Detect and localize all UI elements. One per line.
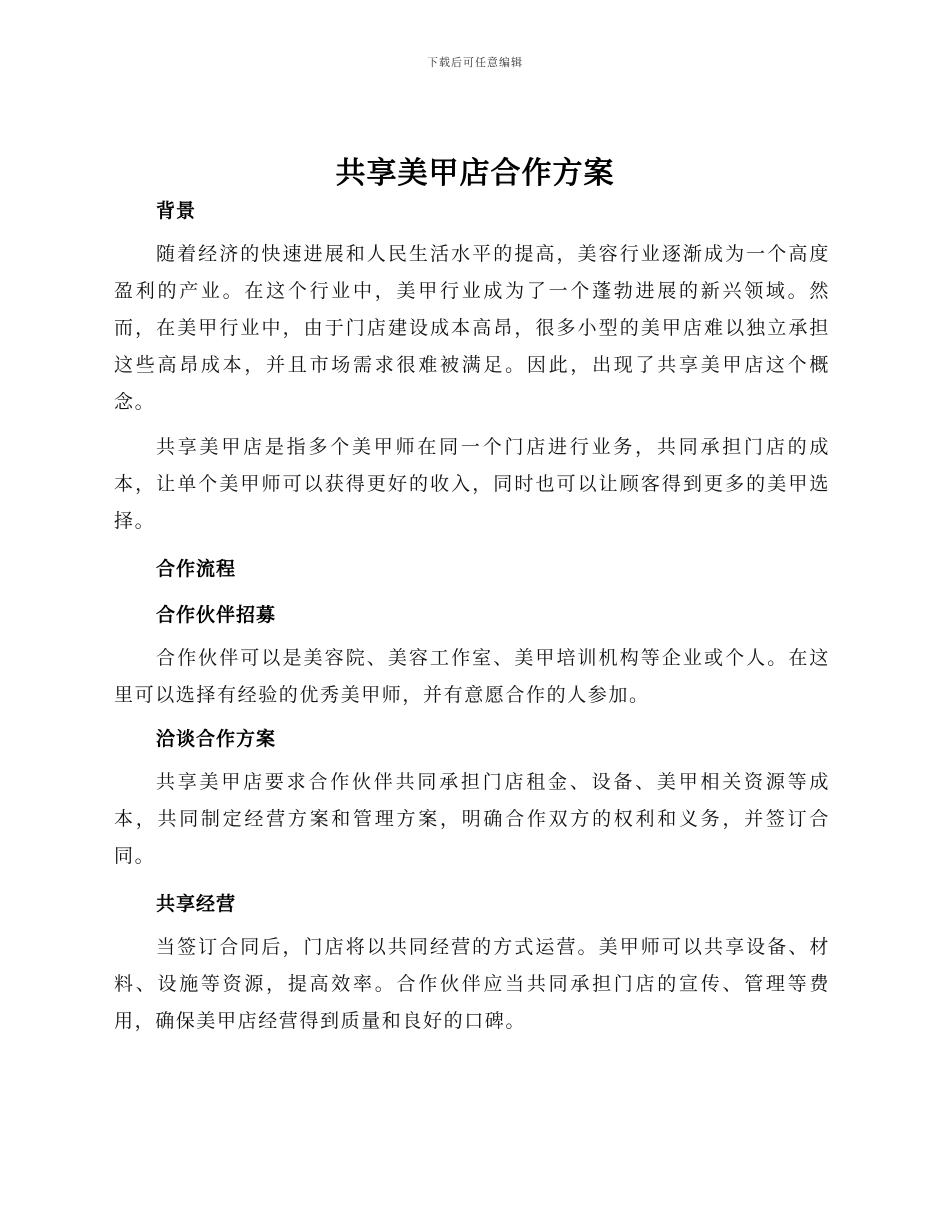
paragraph-negotiation: 共享美甲店要求合作伙伴共同承担门店租金、设备、美甲相关资源等成本，共同制定经营方案和管理方案，明确合作双方的权利和义务，并签订合同。 [114, 771, 830, 867]
paragraph-background-1: 随着经济的快速进展和人民生活水平的提高，美容行业逐渐成为一个高度盈利的产业。在这个行业中，美甲行业成为了一个蓬勃进展的新兴领域。然而，在美甲行业中，由于门店建设成本高昂，很多小型的美甲店难以独立承担这些高昂成本，并且市场需求很难被满足。因此，出现了共享美甲店这个概念。 [114, 243, 830, 413]
paragraph-background-2: 共享美甲店是指多个美甲师在同一个门店进行业务，共同承担门店的成本，让单个美甲师可以获得更好的收入，同时也可以让顾客得到更多的美甲选择。 [114, 436, 830, 532]
section-heading-background: 背景 [156, 200, 197, 222]
section-heading-process: 合作流程 [156, 558, 237, 580]
page-header-note: 下载后可任意编辑 [427, 56, 523, 69]
document-body [114, 194, 830, 1040]
step-heading-negotiation: 洽谈合作方案 [156, 728, 277, 750]
document-title: 共享美甲店合作方案 [335, 156, 615, 191]
paragraph-partner-recruitment: 合作伙伴可以是美容院、美容工作室、美甲培训机构等企业或个人。在这里可以选择有经验的优秀美甲师，并有意愿合作的人参加。 [114, 647, 830, 706]
step-heading-shared-operation: 共享经营 [156, 893, 237, 915]
step-heading-partner-recruitment: 合作伙伴招募 [156, 604, 277, 626]
paragraph-shared-operation: 当签订合同后，门店将以共同经营的方式运营。美甲师可以共享设备、材料、设施等资源，提高效率。合作伙伴应当共同承担门店的宣传、管理等费用，确保美甲店经营得到质量和良好的口碑。 [114, 936, 830, 1032]
